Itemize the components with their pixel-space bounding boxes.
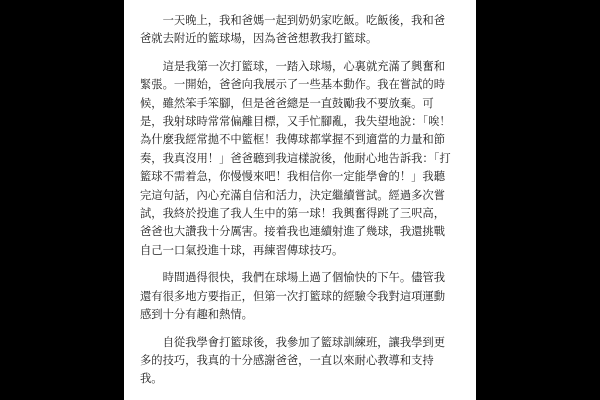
- paragraph-3: 時間過得很快，我們在球場上過了個愉快的下午。儘管我還有很多地方要指正，但第一次打籃球的經驗令我對這項運動感到十分有趣和熱情。: [140, 271, 446, 322]
- paragraph-1: 一天晚上，我和爸媽一起到奶奶家吃飯。吃飯後，我和爸爸就去附近的籃球場，因為爸爸想教我打籃球。: [140, 14, 446, 46]
- document-page: [124, 0, 476, 400]
- essay-body: [140, 12, 452, 389]
- paragraph-4: 自從我學會打籃球後，我參加了籃球訓練班，讓我學到更多的技巧，我真的十分感謝爸爸，一直以來耐心教導和支持我。: [140, 335, 446, 386]
- paragraph-2: 這是我第一次打籃球，一踏入球場，心裏就充滿了興奮和緊張。一開始，爸爸向我展示了一些基本動作。我在嘗試的時候，雖然笨手笨腳，但是爸爸總是一直鼓勵我不要放棄。可是，我射球時常常偏離目標，又手忙腳亂，我失望地說：「唉！為什麼我經常拋不中籃框！我傳球都掌握不到適當的力量和節奏，我真沒用！」爸爸聽到我這樣說後，他耐心地告訴我：「打籃球不需着急，你慢慢來吧！我相信你一定能學會的！」我聽完這句話，內心充滿自信和活力，決定繼續嘗試。經過多次嘗試，我終於投進了我人生中的第一球！我興奮得跳了三呎高，爸爸也大讚我十分厲害。接着我也連續射進了幾球，我還挑戰自己一口氣投進十球，再練習傳球技巧。: [140, 59, 451, 257]
